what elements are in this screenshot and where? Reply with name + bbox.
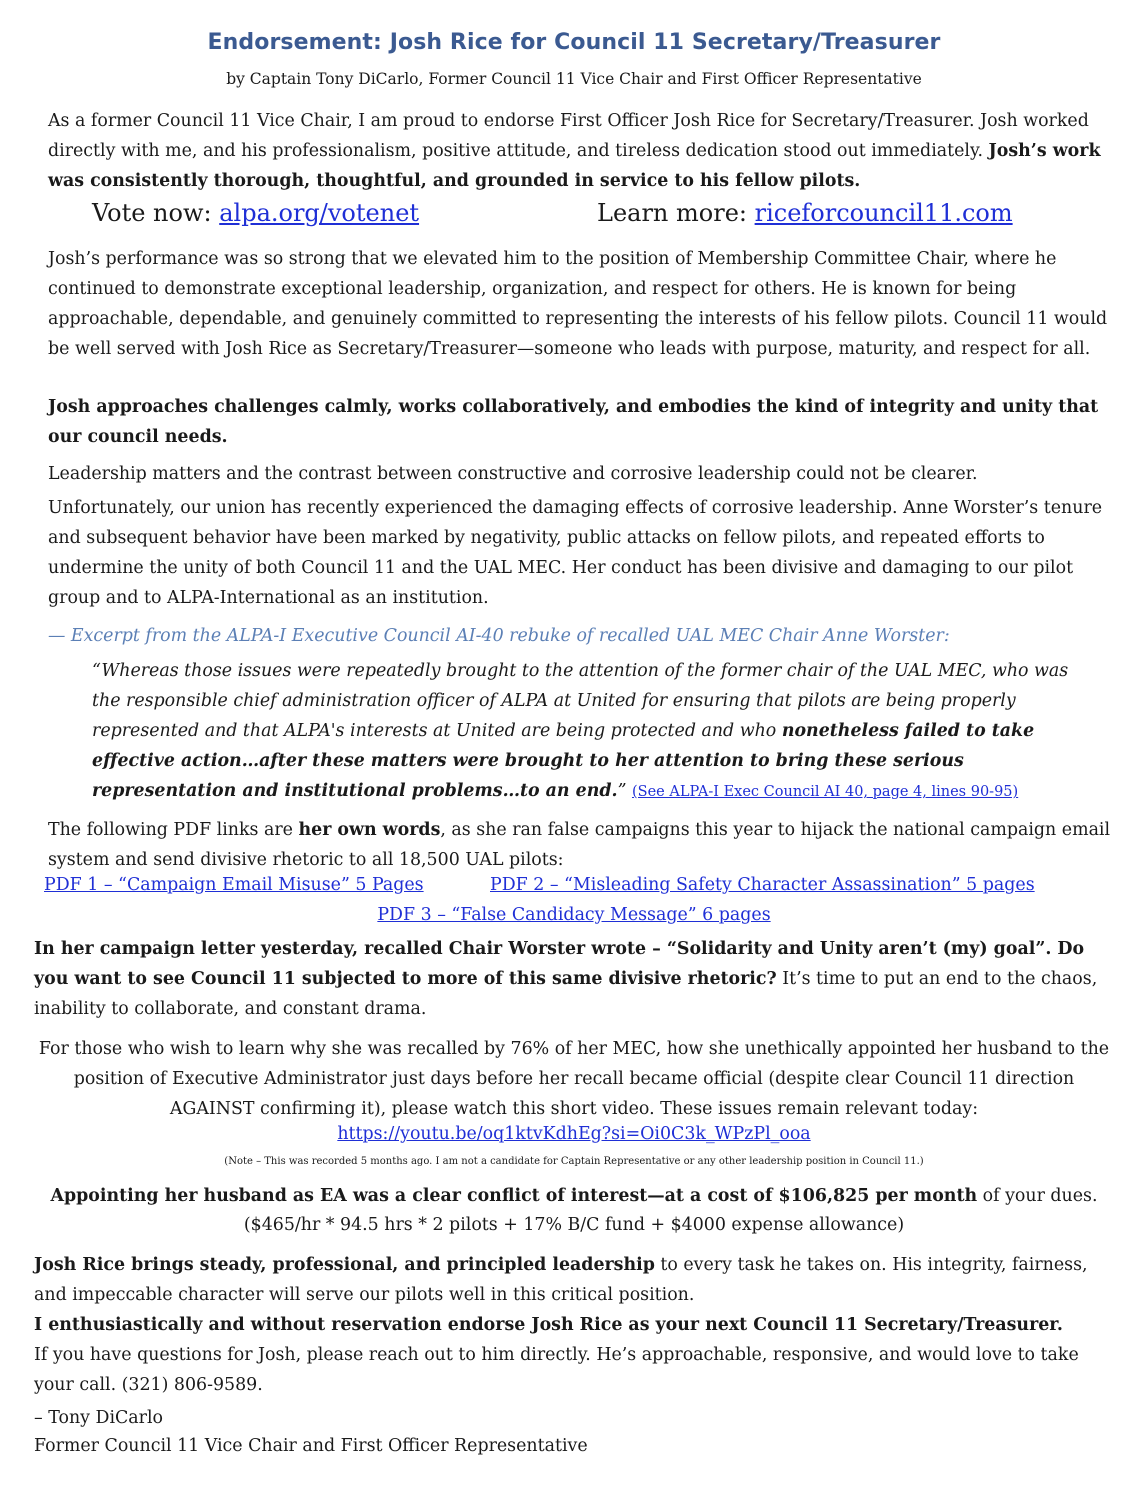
conflict-text: of your dues. (977, 1186, 1098, 1206)
integrity-bold: Josh approaches challenges calmly, works collaboratively, and embodies the kind of integrity and unity that our council needs. (48, 397, 1099, 447)
quote-end: ” (617, 781, 627, 801)
leadership-paragraph: Leadership matters and the contrast between constructive and corrosive leadership could not be clearer. (48, 464, 978, 484)
integrity-paragraph (48, 392, 1118, 452)
byline: by Captain Tony DiCarlo, Former Council 11 Vice Chair and First Officer Representative (226, 70, 922, 88)
video-link[interactable]: https://youtu.be/oq1ktvKdhEg?si=Oi0C3k_WPzPl_ooa (337, 1124, 811, 1144)
quote-text: “Whereas those issues were repeatedly brought to the attention of the former chair of the UAL MEC, who was the responsible chief administration officer of ALPA at United for ensuring that pilots are being properly represented and that ALPA's interests at United are being protected and who (92, 661, 1069, 741)
quote-bold: nonetheless failed to take effective action…after these matters were brought to her attention to bring these serious representation and institutional problems…to an end. (92, 721, 1035, 801)
video-paragraph: For those who wish to learn why she was recalled by 76% of her MEC, how she unethically appointed her husband to the position of Executive Administrator just days before her recall became official (despite clear Council 11 direction AGAINST confirming it), please watch this short video. These issues remain relevant today: (38, 1039, 1110, 1119)
vote-label: Vote now: (92, 199, 220, 227)
campaign-letter-paragraph (34, 934, 1124, 1024)
pdf2-row (490, 875, 1035, 895)
pdf3-link[interactable]: PDF 3 – “False Candidacy Message” 6 pages (377, 905, 771, 925)
intro-bold: Josh’s work was consistently thorough, thoughtful, and grounded in service to his fellow pilots. (48, 141, 1101, 191)
signature-title: Former Council 11 Vice Chair and First Officer Representative (34, 1436, 588, 1456)
josh-leadership-paragraph (34, 1250, 1124, 1310)
intro-text: As a former Council 11 Vice Chair, I am proud to endorse First Officer Josh Rice for Secretary/Treasurer. Josh worked directly with me, and his professionalism, positive attitude, and tireless dedication stood out immediately. (48, 111, 1089, 161)
intro-paragraph (48, 106, 1118, 196)
pdf-intro-rest: , as she ran false campaigns this year to hijack the national campaign email system and send divisive rhetoric to all 18,500 UAL pilots: (48, 820, 1111, 870)
learn-label: Learn more: (597, 199, 755, 227)
note-text: (Note – This was recorded 5 months ago. I am not a candidate for Captain Representative or any other leadership position in Council 11.) (224, 1156, 924, 1167)
learn-more (597, 196, 1013, 230)
josh-leadership-text: to every task he takes on. His integrity, fairness, and impeccable character will serve our pilots well in this critical position. (34, 1255, 1088, 1305)
endorse-paragraph (34, 1310, 1124, 1340)
endorse-bold: I enthusiastically and without reservation endorse Josh Rice as your next Council 11 Secretary/Treasurer. (34, 1315, 1063, 1335)
video-link-row (0, 1124, 1148, 1144)
contact-paragraph: If you have questions for Josh, please reach out to him directly. He’s approachable, responsive, and would love to take your call. (321) 806-9589. (34, 1345, 1079, 1395)
worster-paragraph: Unfortunately, our union has recently experienced the damaging effects of corrosive leadership. Anne Worster’s tenure and subsequent behavior have been marked by negativity, public attacks on fellow pilots, and repeated efforts to undermine the unity of both Council 11 and the UAL MEC. Her conduct has been divisive and damaging to our pilot group and to ALPA-International as an institution. (48, 498, 1103, 608)
campaign-letter-bold: In her campaign letter yesterday, recalled Chair Worster wrote – “Solidarity and Unity aren’t (my) goal”. Do you want to see Council 11 subjected to more of this same divisive rhetoric? (34, 939, 1085, 989)
pdf3-row (0, 905, 1148, 925)
ai40-link[interactable]: (See ALPA-I Exec Council AI 40, page 4, lines 90-95) (631, 784, 1019, 800)
page-title: Endorsement: Josh Rice for Council 11 Secretary/Treasurer (207, 30, 941, 55)
performance-paragraph: Josh’s performance was so strong that we elevated him to the position of Membership Committee Chair, where he continued to demonstrate exceptional leadership, organization, and respect for others. He is known for being approachable, dependable, and genuinely committed to representing the interests of his fellow pilots. Council 11 would be well served with Josh Rice as Secretary/Treasurer—someone who leads with purpose, maturity, and respect for all. (48, 249, 1108, 359)
pdf2-link[interactable]: PDF 2 – “Misleading Safety Character Assassination” 5 pages (490, 875, 1035, 895)
conflict-paragraph (0, 1181, 1148, 1211)
campaign-letter-text: It’s time to put an end to the chaos, inability to collaborate, and constant drama. (34, 969, 1098, 1019)
vote-now (92, 196, 419, 230)
pdf-intro-paragraph (48, 815, 1118, 875)
campaign-site-link[interactable]: riceforcouncil11.com (754, 199, 1013, 227)
signature-name: – Tony DiCarlo (34, 1408, 164, 1428)
cost-calculation: ($465/hr * 94.5 hrs * 2 pilots + 17% B/C fund + $4000 expense allowance) (243, 1215, 905, 1235)
votenet-link[interactable]: alpa.org/votenet (219, 199, 420, 227)
josh-leadership-bold: Josh Rice brings steady, professional, and principled leadership (34, 1255, 655, 1275)
pdf1-row (44, 875, 424, 895)
conflict-bold: Appointing her husband as EA was a clear conflict of interest—at a cost of $106,825 per month (50, 1186, 978, 1206)
excerpt-heading: — Excerpt from the ALPA-I Executive Council AI-40 rebuke of recalled UAL MEC Chair Anne Worster: (48, 626, 950, 646)
excerpt-quote (92, 656, 1092, 807)
pdf-intro-text: The following PDF links are (48, 820, 299, 840)
pdf1-link[interactable]: PDF 1 – “Campaign Email Misuse” 5 Pages (44, 875, 424, 895)
own-words-bold: her own words (298, 820, 441, 840)
